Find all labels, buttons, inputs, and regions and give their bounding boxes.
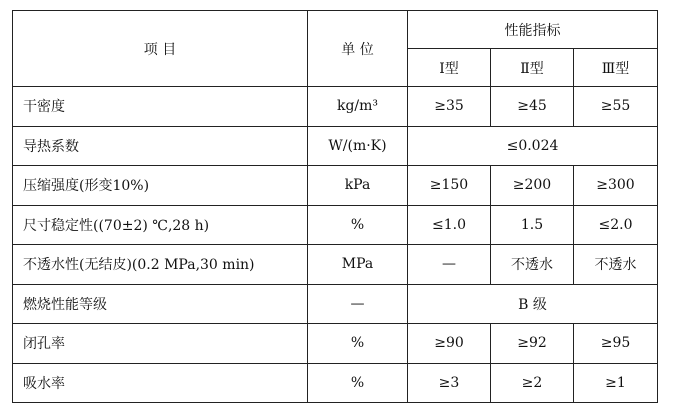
value-cell: 不透水 xyxy=(491,245,574,285)
table-row xyxy=(13,87,658,127)
item-cell: 导热系数 xyxy=(13,126,308,166)
value-cell-merged: ≤0.024 xyxy=(408,126,658,166)
value-cell: ≥95 xyxy=(574,324,658,364)
item-cell: 闭孔率 xyxy=(13,324,308,364)
item-cell: 干密度 xyxy=(13,87,308,127)
table-row xyxy=(13,205,658,245)
value-cell: 1.5 xyxy=(491,205,574,245)
header-type-label: Ⅰ型 xyxy=(439,60,459,77)
header-item-label: 项 目 xyxy=(143,41,177,58)
header-type-1 xyxy=(408,49,491,87)
unit-cell: % xyxy=(308,324,408,364)
value-cell: ≥55 xyxy=(574,87,658,127)
table-row xyxy=(13,245,658,285)
header-type-label: Ⅲ型 xyxy=(601,60,630,77)
table-row xyxy=(13,324,658,364)
value-cell: ≥200 xyxy=(491,166,574,206)
value-cell: ≥35 xyxy=(408,87,491,127)
header-performance-label: 性能指标 xyxy=(504,22,561,39)
value-cell: ≥2 xyxy=(491,363,574,403)
unit-cell: W/(m·K) xyxy=(308,126,408,166)
header-item xyxy=(13,11,308,87)
header-performance xyxy=(408,11,658,49)
table-row xyxy=(13,363,658,403)
item-cell: 压缩强度(形变10%) xyxy=(13,166,308,206)
value-cell: ≥3 xyxy=(408,363,491,403)
unit-cell: MPa xyxy=(308,245,408,285)
header-row-1 xyxy=(13,11,658,49)
value-cell: 不透水 xyxy=(574,245,658,285)
header-type-2 xyxy=(491,49,574,87)
value-cell: ≥45 xyxy=(491,87,574,127)
header-type-label: Ⅱ型 xyxy=(520,60,544,77)
table-row xyxy=(13,166,658,206)
item-cell: 吸水率 xyxy=(13,363,308,403)
value-cell: ≥1 xyxy=(574,363,658,403)
value-cell: — xyxy=(408,245,491,285)
table-row xyxy=(13,284,658,324)
value-cell: ≤2.0 xyxy=(574,205,658,245)
item-cell: 不透水性(无结皮)(0.2 MPa,30 min) xyxy=(13,245,308,285)
value-cell: ≥90 xyxy=(408,324,491,364)
value-cell: ≥92 xyxy=(491,324,574,364)
unit-cell: % xyxy=(308,363,408,403)
value-cell: ≥300 xyxy=(574,166,658,206)
value-cell: ≥150 xyxy=(408,166,491,206)
unit-cell: % xyxy=(308,205,408,245)
item-cell: 尺寸稳定性((70±2) ℃,28 h) xyxy=(13,205,308,245)
unit-cell: kg/m³ xyxy=(308,87,408,127)
value-cell: ≤1.0 xyxy=(408,205,491,245)
header-unit xyxy=(308,11,408,87)
value-cell-merged: B 级 xyxy=(408,284,658,324)
performance-spec-table xyxy=(12,10,658,403)
unit-cell: kPa xyxy=(308,166,408,206)
item-cell: 燃烧性能等级 xyxy=(13,284,308,324)
header-unit-label: 单 位 xyxy=(341,41,374,58)
unit-cell: — xyxy=(308,284,408,324)
header-type-3 xyxy=(574,49,658,87)
table-row xyxy=(13,126,658,166)
